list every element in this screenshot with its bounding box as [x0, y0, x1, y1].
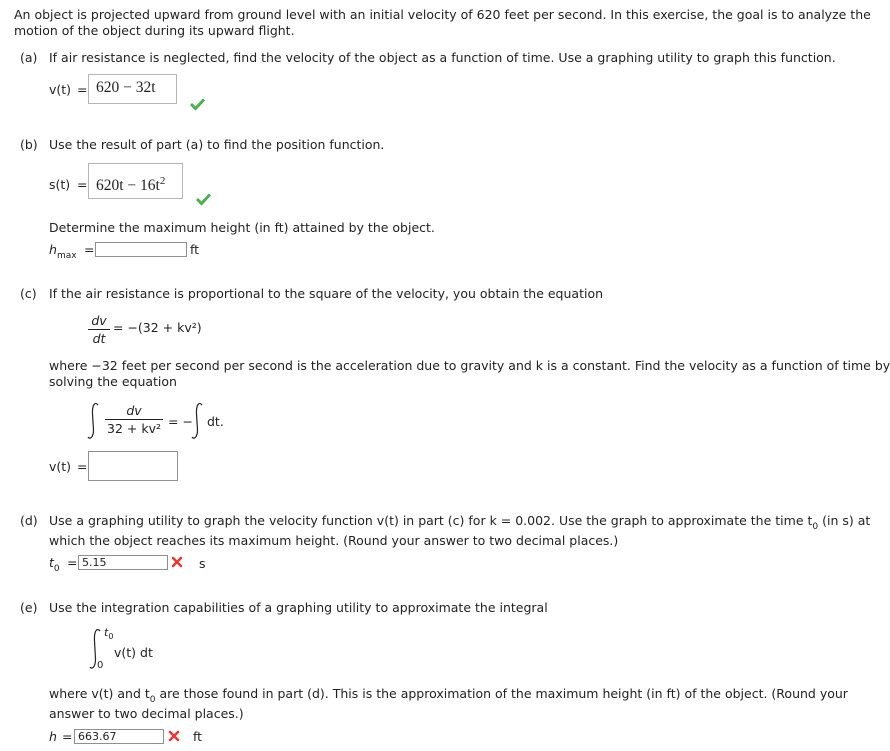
- part-c-integral-rhs: dt.: [207, 414, 224, 429]
- part-a-correct-icon: [190, 98, 205, 110]
- part-d-label: $t_0$: [49, 555, 60, 574]
- hmax-label: $h_{max}$: [49, 242, 77, 261]
- part-b-tag: (b): [20, 137, 38, 152]
- part-b-equals: =: [77, 177, 88, 192]
- part-c-integral-equals: = −: [168, 414, 193, 429]
- part-e-answer-input[interactable]: 663.67: [74, 729, 164, 744]
- part-d-line-2: which the object reaches its maximum height. (Round your answer to two decimal places.): [49, 533, 619, 548]
- hmax-equals: =: [84, 242, 95, 257]
- part-c-label: v(t): [49, 459, 72, 474]
- part-c-answer-box[interactable]: [88, 451, 178, 481]
- part-d-line-1: Use a graphing utility to graph the velocity function v(t) in part (c) for k = 0.002. Use the graph to approximate the time $t_0$ (in s) at: [49, 513, 871, 532]
- part-c-derivative-denominator: dt: [92, 331, 106, 346]
- part-e-label: h: [49, 729, 57, 744]
- part-b-sub-question: Determine the maximum height (in ft) attained by the object.: [49, 220, 435, 235]
- part-e-where-line-1: where v(t) and $t_0$ are those found in part (d). This is the approximation of the maximum height (in ft) of the object. (Round your: [49, 686, 848, 705]
- part-e-tag: (e): [20, 600, 38, 615]
- part-c-equals: =: [77, 459, 88, 474]
- part-a-equals: =: [77, 82, 88, 97]
- part-d-answer-input[interactable]: 5.15: [78, 555, 168, 570]
- part-e-integrand: v(t) dt: [114, 645, 153, 660]
- part-d-tag: (d): [20, 513, 38, 528]
- integral-sign-icon: [190, 402, 204, 440]
- part-b-question: Use the result of part (a) to find the position function.: [49, 137, 385, 152]
- part-e-upper-limit: $t_0$: [104, 626, 114, 641]
- part-d-incorrect-icon: [171, 556, 183, 568]
- part-b-answer-box[interactable]: [88, 163, 183, 199]
- part-c-derivative-numerator: dv: [91, 313, 107, 328]
- part-c-where-line-2: solving the equation: [49, 374, 177, 389]
- intro-line-1: An object is projected upward from ground level with an initial velocity of 620 feet per second. In this exercise, the goal is to analyze the: [14, 7, 871, 22]
- part-c-derivative: [88, 313, 110, 346]
- hmax-unit: ft: [190, 242, 200, 257]
- part-c-integrand-denominator: 32 + kv²: [107, 421, 161, 436]
- part-d-equals: =: [67, 555, 78, 570]
- part-e-equals: =: [62, 729, 73, 744]
- part-e-question: Use the integration capabilities of a graphing utility to approximate the integral: [49, 600, 548, 615]
- part-e-unit: ft: [193, 729, 203, 744]
- part-c-question: If the air resistance is proportional to the square of the velocity, you obtain the equation: [49, 286, 604, 301]
- hmax-input[interactable]: [95, 242, 187, 257]
- part-a-tag: (a): [20, 50, 38, 65]
- part-d-unit: s: [199, 556, 206, 571]
- part-b-answer: $620t - 16t^2$: [96, 175, 166, 195]
- intro-line-2: motion of the object during its upward flight.: [14, 23, 295, 38]
- part-a-label: v(t): [49, 82, 72, 97]
- part-c-integrand: [105, 403, 163, 436]
- part-e-lower-limit: 0: [97, 660, 104, 671]
- integral-sign-icon: [86, 402, 100, 440]
- part-c-tag: (c): [20, 286, 37, 301]
- part-c-integrand-numerator: dv: [126, 403, 142, 418]
- part-b-correct-icon: [196, 193, 211, 205]
- part-a-answer-box[interactable]: [88, 74, 177, 104]
- part-a-answer: 620 − 32t: [96, 79, 156, 96]
- part-a-question: If air resistance is neglected, find the velocity of the object as a function of time. Use a graphing utility to graph this function.: [49, 50, 836, 65]
- part-e-where-line-2: answer to two decimal places.): [49, 706, 244, 721]
- part-c-where-line-1: where −32 feet per second per second is the acceleration due to gravity and k is a constant. Find the velocity as a function of time by: [49, 358, 890, 373]
- part-b-label: s(t): [49, 177, 71, 192]
- part-c-equation-rhs: = −(32 + kv²): [113, 320, 202, 335]
- part-e-incorrect-icon: [168, 730, 180, 742]
